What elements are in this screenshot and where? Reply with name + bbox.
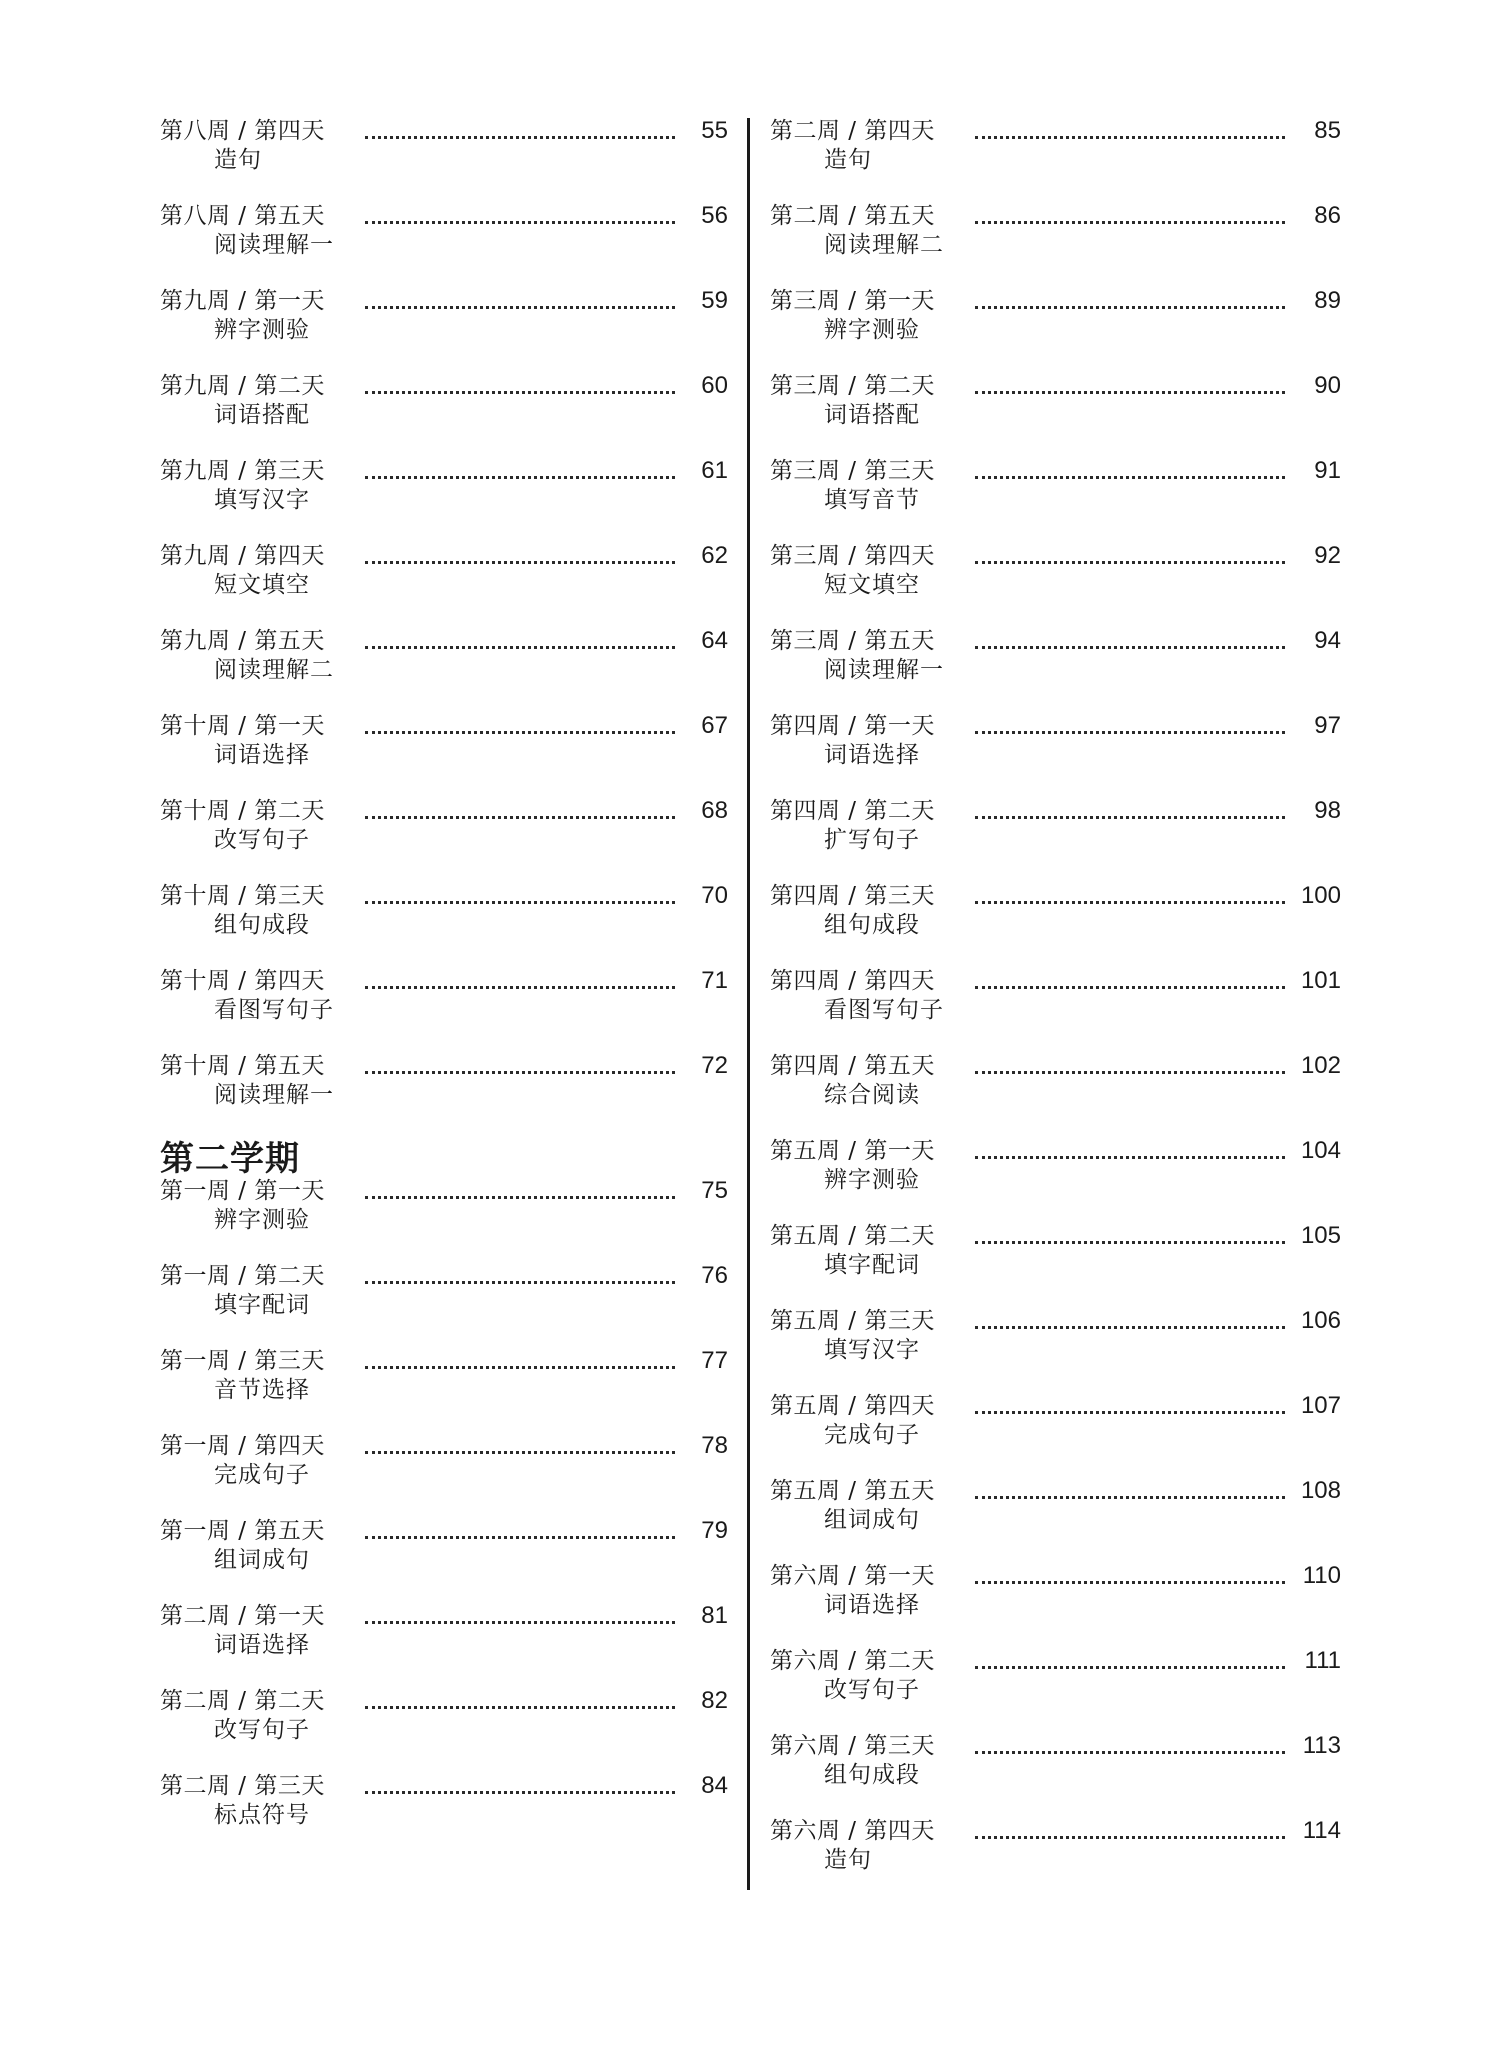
entry-subtitle: 扩写句子 [824, 827, 920, 853]
entry-page-number: 89 [1314, 287, 1341, 314]
column-divider [747, 118, 750, 1890]
entry-page-number: 107 [1300, 1392, 1341, 1419]
toc-entry[interactable] [160, 1053, 728, 1113]
toc-entry[interactable] [770, 1053, 1341, 1113]
entry-page-number: 78 [701, 1432, 728, 1459]
dot-leader [975, 561, 1285, 564]
dot-leader [365, 1196, 675, 1199]
toc-entry[interactable] [160, 1433, 728, 1493]
entry-subtitle: 音节选择 [214, 1377, 310, 1403]
entry-title: 第三周 / 第二天 [770, 373, 935, 399]
entry-title: 第四周 / 第五天 [770, 1053, 935, 1079]
entry-title: 第三周 / 第一天 [770, 288, 935, 314]
entry-title: 第四周 / 第四天 [770, 968, 935, 994]
entry-page-number: 67 [701, 712, 728, 739]
entry-subtitle: 完成句子 [824, 1422, 920, 1448]
dot-leader [975, 986, 1285, 989]
toc-entry[interactable] [160, 1178, 728, 1238]
entry-subtitle: 组词成句 [214, 1547, 310, 1573]
entry-page-number: 71 [701, 967, 728, 994]
entry-page-number: 79 [701, 1517, 728, 1544]
toc-entry[interactable] [160, 1688, 728, 1748]
entry-title: 第四周 / 第一天 [770, 713, 935, 739]
entry-subtitle: 词语选择 [214, 742, 310, 768]
dot-leader [365, 391, 675, 394]
entry-page-number: 111 [1304, 1647, 1341, 1674]
dot-leader [365, 731, 675, 734]
entry-title: 第六周 / 第四天 [770, 1818, 935, 1844]
toc-entry[interactable] [770, 1818, 1341, 1878]
entry-page-number: 106 [1300, 1307, 1341, 1334]
entry-page-number: 86 [1314, 202, 1341, 229]
entry-subtitle: 阅读理解一 [214, 232, 334, 258]
entry-title: 第九周 / 第五天 [160, 628, 325, 654]
dot-leader [365, 1071, 675, 1074]
entry-subtitle: 填字配词 [214, 1292, 310, 1318]
entry-subtitle: 填写音节 [824, 487, 920, 513]
entry-title: 第三周 / 第五天 [770, 628, 935, 654]
toc-entry[interactable] [770, 883, 1341, 943]
toc-entry[interactable] [160, 1773, 728, 1833]
dot-leader [365, 1281, 675, 1284]
toc-entry[interactable] [160, 543, 728, 603]
entry-subtitle: 辨字测验 [824, 1167, 920, 1193]
entry-title: 第十周 / 第一天 [160, 713, 325, 739]
dot-leader [975, 1241, 1285, 1244]
dot-leader [975, 391, 1285, 394]
entry-subtitle: 改写句子 [214, 1717, 310, 1743]
entry-page-number: 92 [1314, 542, 1341, 569]
entry-title: 第六周 / 第二天 [770, 1648, 935, 1674]
toc-entry[interactable] [160, 1603, 728, 1663]
toc-entry[interactable] [770, 1223, 1341, 1283]
dot-leader [975, 646, 1285, 649]
entry-title: 第八周 / 第五天 [160, 203, 325, 229]
entry-subtitle: 辨字测验 [824, 317, 920, 343]
toc-entry[interactable] [160, 203, 728, 263]
toc-entry[interactable] [160, 883, 728, 943]
toc-entry[interactable] [160, 1263, 728, 1323]
entry-page-number: 84 [701, 1772, 728, 1799]
entry-page-number: 105 [1300, 1222, 1341, 1249]
toc-entry[interactable] [770, 968, 1341, 1028]
entry-page-number: 91 [1314, 457, 1341, 484]
toc-entry[interactable] [770, 1393, 1341, 1453]
dot-leader [975, 1751, 1285, 1754]
entry-page-number: 70 [701, 882, 728, 909]
toc-entry[interactable] [770, 713, 1341, 773]
toc-entry[interactable] [770, 373, 1341, 433]
entry-subtitle: 看图写句子 [824, 997, 944, 1023]
toc-entry[interactable] [770, 798, 1341, 858]
entry-subtitle: 阅读理解二 [214, 657, 334, 683]
toc-entry[interactable] [770, 1138, 1341, 1198]
entry-page-number: 110 [1302, 1562, 1341, 1589]
entry-page-number: 85 [1314, 117, 1341, 144]
entry-title: 第一周 / 第三天 [160, 1348, 325, 1374]
toc-entry[interactable] [770, 118, 1341, 178]
toc-entry[interactable] [160, 1348, 728, 1408]
entry-title: 第九周 / 第四天 [160, 543, 325, 569]
entry-title: 第十周 / 第四天 [160, 968, 325, 994]
dot-leader [975, 1156, 1285, 1159]
entry-subtitle: 词语搭配 [214, 402, 310, 428]
entry-page-number: 98 [1314, 797, 1341, 824]
entry-page-number: 97 [1314, 712, 1341, 739]
entry-subtitle: 完成句子 [214, 1462, 310, 1488]
entry-subtitle: 阅读理解一 [214, 1082, 334, 1108]
dot-leader [365, 816, 675, 819]
entry-subtitle: 造句 [824, 147, 872, 173]
dot-leader [365, 1621, 675, 1624]
entry-subtitle: 造句 [824, 1847, 872, 1873]
entry-subtitle: 组句成段 [214, 912, 310, 938]
entry-page-number: 60 [701, 372, 728, 399]
entry-page-number: 55 [701, 117, 728, 144]
toc-entry[interactable] [160, 968, 728, 1028]
entry-subtitle: 阅读理解一 [824, 657, 944, 683]
entry-page-number: 100 [1300, 882, 1341, 909]
dot-leader [975, 1411, 1285, 1414]
entry-title: 第一周 / 第一天 [160, 1178, 325, 1204]
entry-title: 第九周 / 第一天 [160, 288, 325, 314]
entry-title: 第二周 / 第一天 [160, 1603, 325, 1629]
dot-leader [975, 1326, 1285, 1329]
toc-entry[interactable] [160, 118, 728, 178]
toc-entry[interactable] [160, 1518, 728, 1578]
dot-leader [365, 561, 675, 564]
entry-title: 第十周 / 第二天 [160, 798, 325, 824]
entry-title: 第五周 / 第三天 [770, 1308, 935, 1334]
entry-subtitle: 综合阅读 [824, 1082, 920, 1108]
entry-title: 第四周 / 第二天 [770, 798, 935, 824]
entry-title: 第九周 / 第三天 [160, 458, 325, 484]
dot-leader [365, 306, 675, 309]
entry-page-number: 108 [1300, 1477, 1341, 1504]
entry-subtitle: 填写汉字 [824, 1337, 920, 1363]
dot-leader [365, 1536, 675, 1539]
entry-page-number: 113 [1302, 1732, 1341, 1759]
entry-subtitle: 词语搭配 [824, 402, 920, 428]
dot-leader [365, 1451, 675, 1454]
toc-entry[interactable] [770, 1308, 1341, 1368]
dot-leader [975, 136, 1285, 139]
entry-subtitle: 填写汉字 [214, 487, 310, 513]
entry-subtitle: 造句 [214, 147, 262, 173]
entry-page-number: 75 [701, 1177, 728, 1204]
dot-leader [365, 901, 675, 904]
entry-subtitle: 组词成句 [824, 1507, 920, 1533]
entry-page-number: 90 [1314, 372, 1341, 399]
toc-entry[interactable] [160, 373, 728, 433]
toc-entry[interactable] [770, 1648, 1341, 1708]
dot-leader [975, 731, 1285, 734]
entry-title: 第二周 / 第四天 [770, 118, 935, 144]
entry-title: 第一周 / 第五天 [160, 1518, 325, 1544]
dot-leader [975, 1666, 1285, 1669]
entry-page-number: 61 [701, 457, 728, 484]
dot-leader [365, 986, 675, 989]
entry-title: 第三周 / 第三天 [770, 458, 935, 484]
dot-leader [975, 476, 1285, 479]
entry-subtitle: 词语选择 [824, 1592, 920, 1618]
toc-entry[interactable] [160, 458, 728, 518]
entry-page-number: 104 [1300, 1137, 1341, 1164]
entry-page-number: 68 [701, 797, 728, 824]
dot-leader [365, 221, 675, 224]
entry-subtitle: 词语选择 [824, 742, 920, 768]
dot-leader [365, 136, 675, 139]
entry-page-number: 81 [701, 1602, 728, 1629]
toc-entry[interactable] [160, 713, 728, 773]
entry-title: 第三周 / 第四天 [770, 543, 935, 569]
entry-page-number: 102 [1300, 1052, 1341, 1079]
entry-subtitle: 辨字测验 [214, 1207, 310, 1233]
toc-entry[interactable] [770, 628, 1341, 688]
dot-leader [975, 1071, 1285, 1074]
toc-entry[interactable] [770, 1478, 1341, 1538]
dot-leader [365, 1791, 675, 1794]
toc-entry[interactable] [770, 458, 1341, 518]
entry-title: 第五周 / 第二天 [770, 1223, 935, 1249]
entry-page-number: 77 [701, 1347, 728, 1374]
toc-entry[interactable] [770, 203, 1341, 263]
toc-entry[interactable] [160, 628, 728, 688]
entry-title: 第六周 / 第一天 [770, 1563, 935, 1589]
entry-subtitle: 短文填空 [824, 572, 920, 598]
dot-leader [975, 1581, 1285, 1584]
dot-leader [975, 901, 1285, 904]
dot-leader [365, 1366, 675, 1369]
entry-subtitle: 改写句子 [824, 1677, 920, 1703]
entry-subtitle: 填字配词 [824, 1252, 920, 1278]
toc-entry[interactable] [160, 798, 728, 858]
entry-subtitle: 组句成段 [824, 1762, 920, 1788]
entry-page-number: 114 [1302, 1817, 1341, 1844]
dot-leader [975, 1496, 1285, 1499]
entry-title: 第六周 / 第三天 [770, 1733, 935, 1759]
entry-title: 第九周 / 第二天 [160, 373, 325, 399]
entry-page-number: 59 [701, 287, 728, 314]
entry-title: 第五周 / 第一天 [770, 1138, 935, 1164]
entry-subtitle: 组句成段 [824, 912, 920, 938]
entry-subtitle: 辨字测验 [214, 317, 310, 343]
entry-subtitle: 看图写句子 [214, 997, 334, 1023]
dot-leader [975, 1836, 1285, 1839]
entry-title: 第十周 / 第五天 [160, 1053, 325, 1079]
dot-leader [975, 221, 1285, 224]
entry-title: 第十周 / 第三天 [160, 883, 325, 909]
entry-page-number: 82 [701, 1687, 728, 1714]
entry-page-number: 101 [1300, 967, 1341, 994]
dot-leader [975, 816, 1285, 819]
entry-title: 第一周 / 第二天 [160, 1263, 325, 1289]
entry-subtitle: 词语选择 [214, 1632, 310, 1658]
entry-title: 第二周 / 第二天 [160, 1688, 325, 1714]
entry-title: 第五周 / 第五天 [770, 1478, 935, 1504]
toc-entry[interactable] [770, 288, 1341, 348]
entry-title: 第八周 / 第四天 [160, 118, 325, 144]
section-heading-second-term: 第二学期 [160, 1139, 300, 1179]
entry-title: 第二周 / 第三天 [160, 1773, 325, 1799]
entry-page-number: 76 [701, 1262, 728, 1289]
entry-page-number: 64 [701, 627, 728, 654]
dot-leader [365, 646, 675, 649]
entry-title: 第二周 / 第五天 [770, 203, 935, 229]
entry-page-number: 72 [701, 1052, 728, 1079]
entry-title: 第四周 / 第三天 [770, 883, 935, 909]
toc-entry[interactable] [770, 1733, 1341, 1793]
entry-title: 第一周 / 第四天 [160, 1433, 325, 1459]
dot-leader [365, 1706, 675, 1709]
dot-leader [365, 476, 675, 479]
entry-title: 第五周 / 第四天 [770, 1393, 935, 1419]
entry-subtitle: 短文填空 [214, 572, 310, 598]
toc-entry[interactable] [770, 1563, 1341, 1623]
entry-subtitle: 阅读理解二 [824, 232, 944, 258]
toc-entry[interactable] [160, 288, 728, 348]
entry-page-number: 62 [701, 542, 728, 569]
entry-page-number: 56 [701, 202, 728, 229]
toc-entry[interactable] [770, 543, 1341, 603]
entry-subtitle: 标点符号 [214, 1802, 310, 1828]
dot-leader [975, 306, 1285, 309]
entry-subtitle: 改写句子 [214, 827, 310, 853]
entry-page-number: 94 [1314, 627, 1341, 654]
